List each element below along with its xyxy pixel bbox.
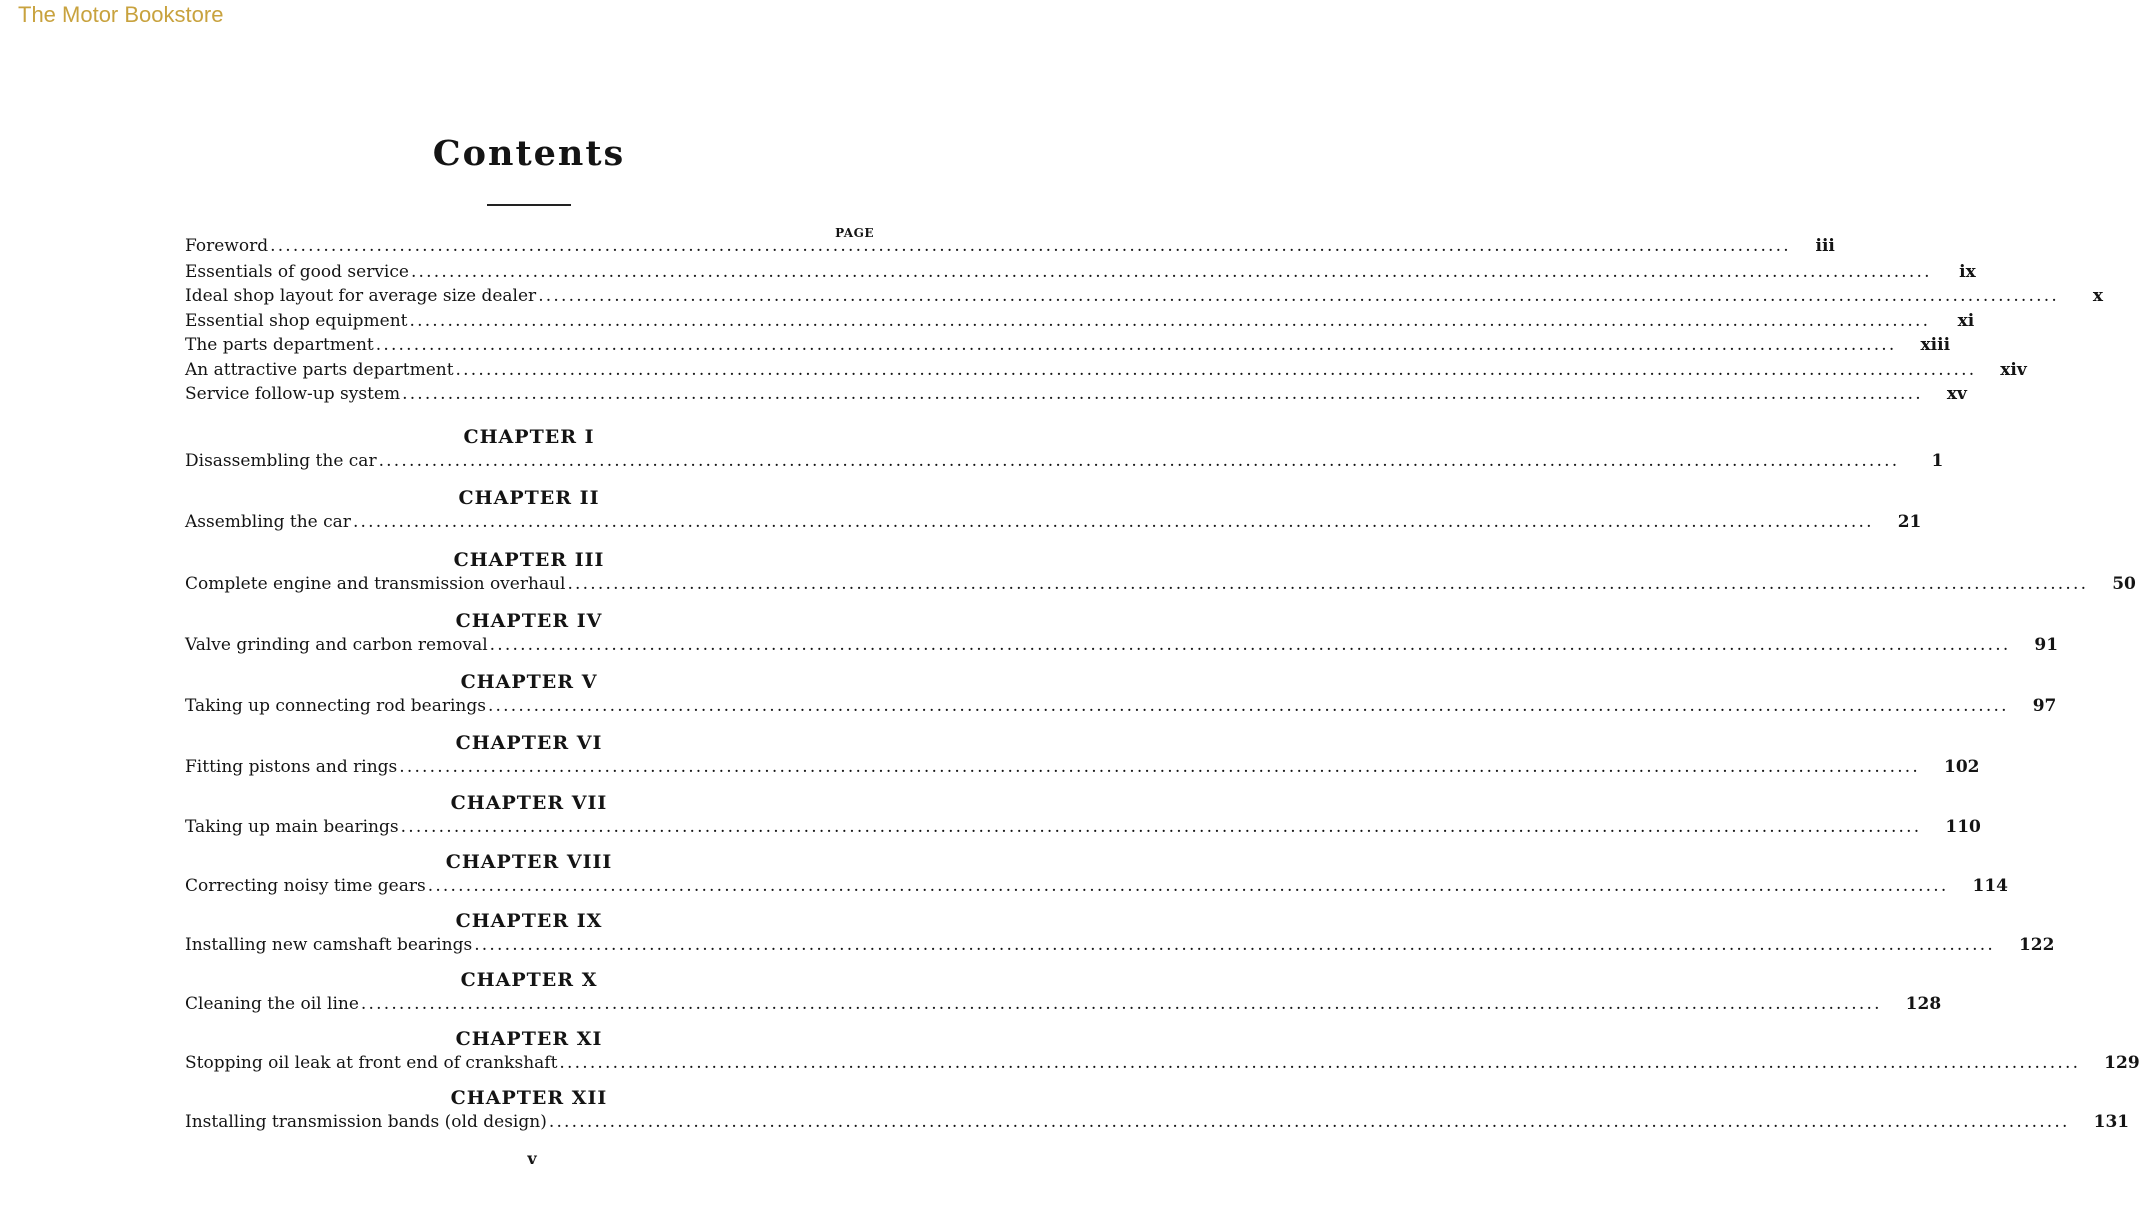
toc-entry-chapter-9 bbox=[185, 934, 2055, 956]
chapter-heading: CHAPTER III bbox=[453, 549, 605, 571]
chapter-heading: CHAPTER I bbox=[463, 426, 595, 448]
toc-entry-label: Ideal shop layout for average size dealer bbox=[185, 286, 537, 306]
toc-entry-label: Taking up main bearings bbox=[185, 817, 399, 837]
dot-leader: ........................................................................................................................................................................................................ bbox=[487, 696, 2009, 716]
dot-leader: ........................................................................................................................................................................................................ bbox=[427, 876, 1949, 896]
dot-leader: ........................................................................................................................................................................................................ bbox=[559, 1053, 2081, 1073]
toc-entry-label: Cleaning the oil line bbox=[185, 994, 359, 1014]
dot-leader: ........................................................................................................................................................................................................ bbox=[270, 236, 1791, 256]
toc-entry-shop-equipment bbox=[185, 310, 1975, 332]
toc-entry-follow-up bbox=[185, 383, 1967, 405]
toc-entry-label: Complete engine and transmission overhaul bbox=[185, 574, 566, 594]
page-folio: v bbox=[527, 1149, 537, 1168]
dot-leader: ........................................................................................................................................................................................................ bbox=[489, 635, 2011, 655]
toc-entry-page: xiv bbox=[2000, 360, 2027, 380]
dot-leader: ........................................................................................................................................................................................................ bbox=[538, 286, 2059, 306]
dot-leader: ........................................................................................................................................................................................................ bbox=[399, 757, 1921, 777]
toc-entry-label: Assembling the car bbox=[185, 512, 351, 532]
dot-leader: ........................................................................................................................................................................................................ bbox=[400, 817, 1922, 837]
toc-entry-label: Service follow-up system bbox=[185, 384, 401, 404]
toc-entry-page: 131 bbox=[2093, 1112, 2130, 1132]
toc-entry-page: 50 bbox=[2112, 574, 2136, 594]
chapter-heading: CHAPTER XII bbox=[450, 1087, 608, 1109]
page-title: Contents bbox=[432, 133, 626, 174]
toc-entry-label: Taking up connecting rod bearings bbox=[185, 696, 486, 716]
dot-leader: ........................................................................................................................................................................................................ bbox=[410, 262, 1932, 282]
chapter-heading: CHAPTER VIII bbox=[445, 851, 613, 873]
toc-entry-chapter-10 bbox=[185, 993, 1942, 1015]
chapter-heading: CHAPTER IV bbox=[455, 610, 603, 632]
chapter-heading: CHAPTER XI bbox=[455, 1028, 603, 1050]
toc-entry-page: iii bbox=[1815, 236, 1835, 256]
dot-leader: ........................................................................................................................................................................................................ bbox=[409, 311, 1931, 331]
dot-leader: ........................................................................................................................................................................................................ bbox=[360, 994, 1882, 1014]
toc-entry-label: Installing transmission bands (old design) bbox=[185, 1112, 547, 1132]
toc-entry-foreword bbox=[185, 235, 1835, 257]
toc-entry-chapter-2 bbox=[185, 511, 1922, 533]
toc-entry-attractive-parts bbox=[185, 359, 2027, 381]
toc-entry-page: ix bbox=[1959, 262, 1976, 282]
toc-entry-chapter-8 bbox=[185, 875, 2008, 897]
toc-entry-page: xv bbox=[1946, 384, 1967, 404]
toc-entry-label: Installing new camshaft bearings bbox=[185, 935, 473, 955]
toc-entry-essentials bbox=[185, 261, 1976, 283]
toc-entry-label: Correcting noisy time gears bbox=[185, 876, 426, 896]
toc-entry-chapter-5 bbox=[185, 695, 2057, 717]
toc-entry-page: xiii bbox=[1920, 335, 1951, 355]
toc-entry-chapter-11 bbox=[185, 1052, 2140, 1074]
toc-entry-page: 129 bbox=[2104, 1053, 2140, 1073]
chapter-heading: CHAPTER VI bbox=[455, 732, 603, 754]
page-column-heading: PAGE bbox=[835, 226, 874, 240]
toc-entry-page: 122 bbox=[2018, 935, 2055, 955]
watermark: The Motor Bookstore bbox=[18, 2, 224, 27]
toc-entry-chapter-4 bbox=[185, 634, 2059, 656]
toc-entry-label: Disassembling the car bbox=[185, 451, 377, 471]
toc-entry-parts-department bbox=[185, 334, 1951, 356]
toc-entry-chapter-7 bbox=[185, 816, 1981, 838]
toc-entry-shop-layout bbox=[185, 285, 2103, 307]
toc-entry-chapter-1 bbox=[185, 450, 1944, 472]
toc-entry-page: 128 bbox=[1905, 994, 1942, 1014]
toc-entry-page: 114 bbox=[1972, 876, 2008, 896]
toc-entry-chapter-6 bbox=[185, 756, 1980, 778]
toc-entry-label: Essential shop equipment bbox=[185, 311, 408, 331]
dot-leader: ........................................................................................................................................................................................................ bbox=[548, 1112, 2070, 1132]
toc-entry-page: xi bbox=[1957, 311, 1975, 331]
chapter-heading: CHAPTER V bbox=[460, 671, 598, 693]
dot-leader: ........................................................................................................................................................................................................ bbox=[455, 360, 1977, 380]
toc-entry-page: 21 bbox=[1897, 512, 1922, 532]
dot-leader: ........................................................................................................................................................................................................ bbox=[352, 512, 1874, 532]
toc-entry-label: The parts department bbox=[185, 335, 374, 355]
toc-entry-label: Stopping oil leak at front end of crankshaft bbox=[185, 1053, 558, 1073]
dot-leader: ........................................................................................................................................................................................................ bbox=[375, 335, 1897, 355]
chapter-heading: CHAPTER II bbox=[458, 487, 600, 509]
toc-entry-label: An attractive parts department bbox=[185, 360, 454, 380]
chapter-heading: CHAPTER X bbox=[460, 969, 598, 991]
toc-entry-page: 97 bbox=[2032, 696, 2057, 716]
toc-entry-page: 1 bbox=[1931, 451, 1944, 471]
dot-leader: ........................................................................................................................................................................................................ bbox=[474, 935, 1995, 955]
toc-entry-label: Essentials of good service bbox=[185, 262, 409, 282]
toc-entry-page: 110 bbox=[1945, 817, 1981, 837]
toc-entry-chapter-12 bbox=[185, 1111, 2130, 1133]
dot-leader: ........................................................................................................................................................................................................ bbox=[378, 451, 1900, 471]
toc-entry-label: Foreword bbox=[185, 236, 269, 256]
toc-entry-label: Fitting pistons and rings bbox=[185, 757, 398, 777]
chapter-heading: CHAPTER VII bbox=[450, 792, 608, 814]
toc-entry-page: 91 bbox=[2034, 635, 2059, 655]
title-rule bbox=[487, 204, 571, 206]
toc-entry-label: Valve grinding and carbon removal bbox=[185, 635, 488, 655]
toc-entry-chapter-3 bbox=[185, 573, 2136, 595]
chapter-heading: CHAPTER IX bbox=[455, 910, 603, 932]
dot-leader: ........................................................................................................................................................................................................ bbox=[567, 574, 2089, 594]
toc-entry-page: x bbox=[2092, 286, 2103, 306]
toc-entry-page: 102 bbox=[1944, 757, 1980, 777]
dot-leader: ........................................................................................................................................................................................................ bbox=[402, 384, 1923, 404]
